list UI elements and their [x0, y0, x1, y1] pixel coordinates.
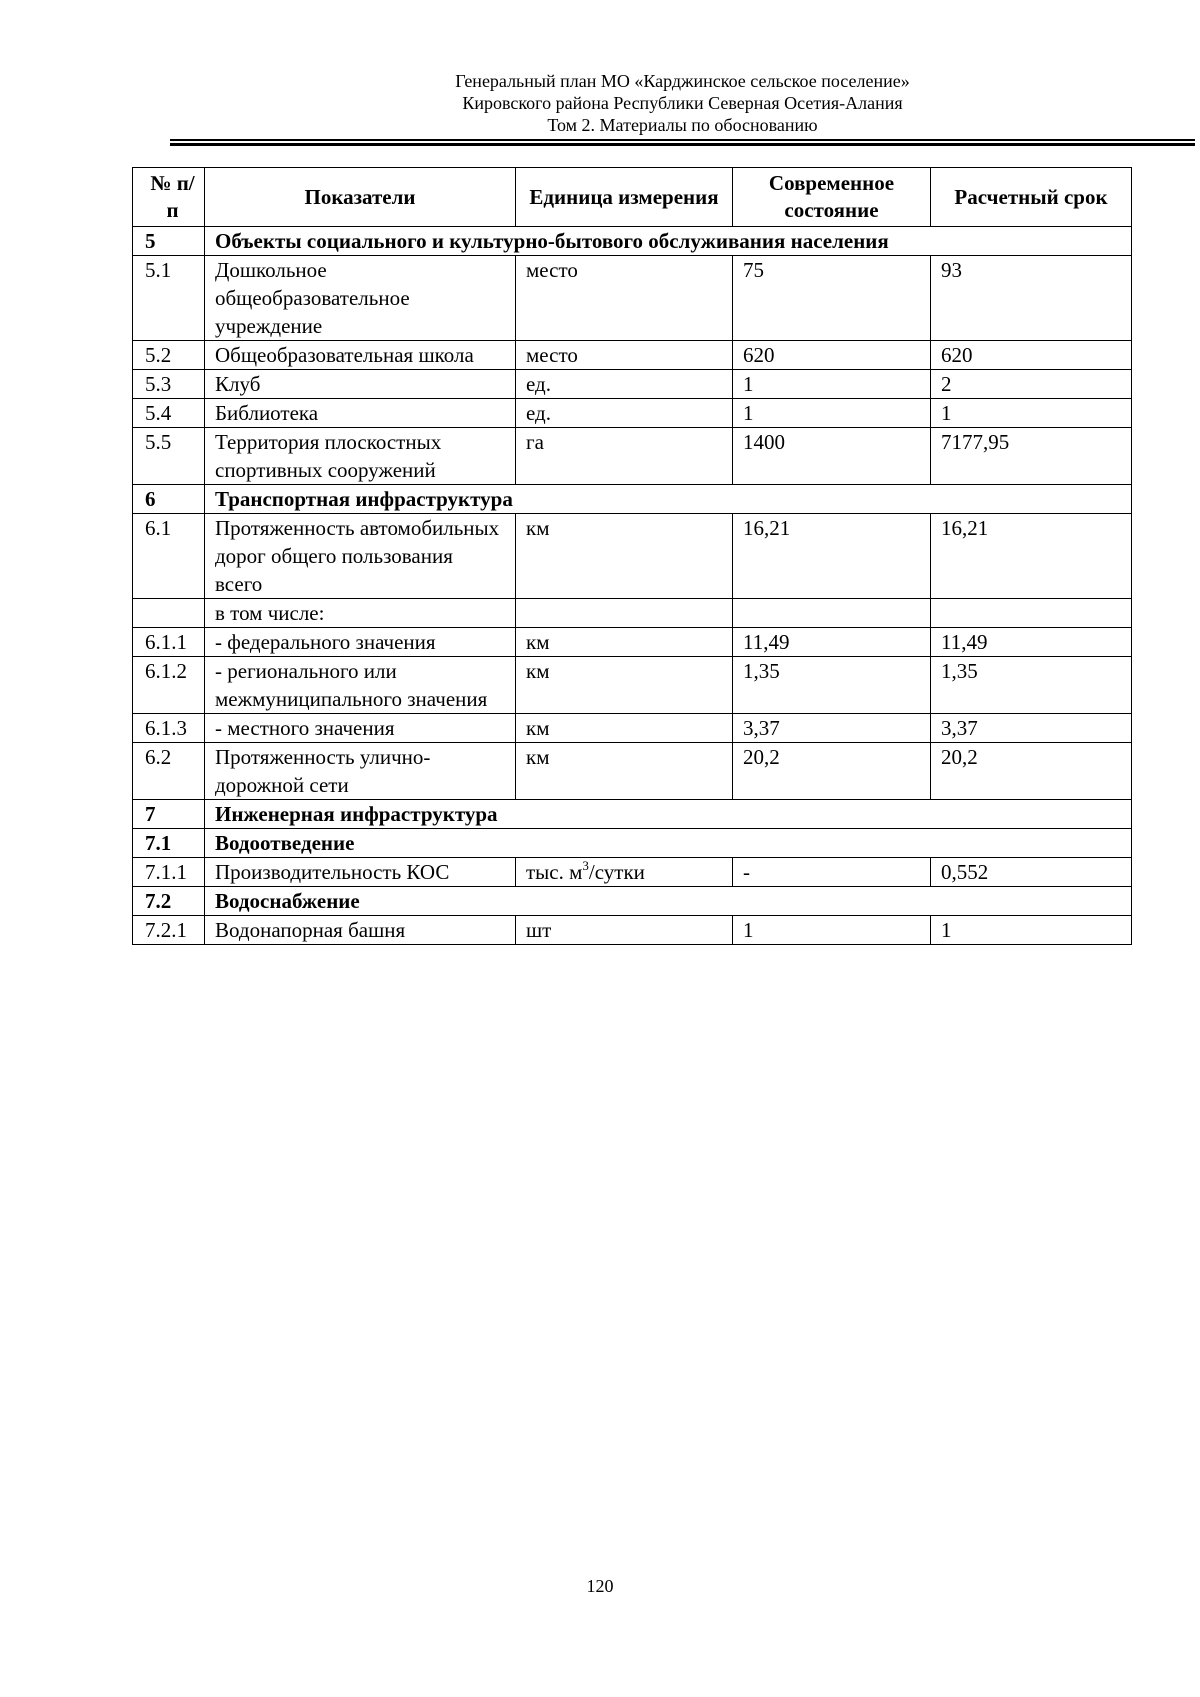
- table-row: [133, 256, 1132, 341]
- unit-main: тыс. м: [526, 860, 583, 884]
- section-row: [133, 485, 1132, 514]
- table-row: [133, 628, 1132, 657]
- row-unit: км: [516, 514, 733, 599]
- section-title: Объекты социального и культурно-бытового обслуживания населения: [205, 227, 1132, 256]
- table-row: [133, 428, 1132, 485]
- row-target: 1: [931, 916, 1132, 945]
- row-number: 7.2.1: [133, 916, 205, 945]
- row-unit: ед.: [516, 370, 733, 399]
- row-current: 1: [733, 370, 931, 399]
- row-target: 7177,95: [931, 428, 1132, 485]
- row-unit: км: [516, 743, 733, 800]
- column-header-unit: Единица измерения: [516, 168, 733, 227]
- section-row: [133, 800, 1132, 829]
- row-indicator: Производительность КОС: [205, 858, 516, 887]
- row-target: 1: [931, 399, 1132, 428]
- section-title: Инженерная инфраструктура: [205, 800, 1132, 829]
- header-rule-thick: [170, 143, 1195, 146]
- row-number: 6.1: [133, 514, 205, 599]
- row-indicator: Территория плоскостных спортивных сооружений: [205, 428, 516, 485]
- header-line-3: Том 2. Материалы по обоснованию: [547, 115, 818, 135]
- row-target: 93: [931, 256, 1132, 341]
- row-unit: км: [516, 714, 733, 743]
- row-indicator: - регионального или межмуниципального значения: [205, 657, 516, 714]
- table-row: [133, 399, 1132, 428]
- row-number: 6.1.2: [133, 657, 205, 714]
- row-unit: [516, 599, 733, 628]
- row-target: 2: [931, 370, 1132, 399]
- section-number: 7.1: [133, 829, 205, 858]
- section-number: 7: [133, 800, 205, 829]
- section-row: [133, 227, 1132, 256]
- section-title: Водоснабжение: [205, 887, 1132, 916]
- row-indicator: Дошкольное общеобразовательное учреждение: [205, 256, 516, 341]
- row-target: 3,37: [931, 714, 1132, 743]
- row-unit: место: [516, 341, 733, 370]
- row-number: 5.3: [133, 370, 205, 399]
- row-indicator: Протяженность автомобильных дорог общего пользования всего: [205, 514, 516, 599]
- row-target: 16,21: [931, 514, 1132, 599]
- row-indicator: Общеобразовательная школа: [205, 341, 516, 370]
- row-unit: км: [516, 657, 733, 714]
- column-header-number: № п/п: [133, 168, 205, 227]
- row-number: 5.1: [133, 256, 205, 341]
- row-number: 6.1.3: [133, 714, 205, 743]
- table-row: [133, 370, 1132, 399]
- table-row: [133, 341, 1132, 370]
- row-target: 620: [931, 341, 1132, 370]
- row-current: 620: [733, 341, 931, 370]
- row-current: 1400: [733, 428, 931, 485]
- column-header-indicator: Показатели: [205, 168, 516, 227]
- row-target: 0,552: [931, 858, 1132, 887]
- row-current: 75: [733, 256, 931, 341]
- section-number: 5: [133, 227, 205, 256]
- unit-tail: /сутки: [588, 860, 645, 884]
- row-unit: шт: [516, 916, 733, 945]
- column-header-target: Расчетный срок: [931, 168, 1132, 227]
- row-indicator: Протяженность улично-дорожной сети: [205, 743, 516, 800]
- row-indicator: в том числе:: [205, 599, 516, 628]
- row-current: [733, 599, 931, 628]
- row-indicator: Водонапорная башня: [205, 916, 516, 945]
- row-current: 3,37: [733, 714, 931, 743]
- table-row: [133, 714, 1132, 743]
- row-indicator: Клуб: [205, 370, 516, 399]
- row-current: -: [733, 858, 931, 887]
- page-number: 120: [586, 1576, 614, 1596]
- table-row: [133, 916, 1132, 945]
- header-rule-thin: [170, 139, 1195, 141]
- row-number: 5.4: [133, 399, 205, 428]
- table-row: [133, 743, 1132, 800]
- table-row: [133, 514, 1132, 599]
- row-unit: км: [516, 628, 733, 657]
- row-number: 6.1.1: [133, 628, 205, 657]
- row-current: 1,35: [733, 657, 931, 714]
- row-indicator: - местного значения: [205, 714, 516, 743]
- page-header: [170, 70, 1195, 136]
- table-header-row: [133, 168, 1132, 227]
- section-number: 7.2: [133, 887, 205, 916]
- table-row: [133, 657, 1132, 714]
- row-current: 1: [733, 916, 931, 945]
- table-row: [133, 858, 1132, 887]
- header-line-2: Кировского района Республики Северная Осетия-Алания: [462, 93, 903, 113]
- row-number: [133, 599, 205, 628]
- section-row: [133, 829, 1132, 858]
- column-header-current: Современное состояние: [733, 168, 931, 227]
- row-target: 11,49: [931, 628, 1132, 657]
- table-row: [133, 599, 1132, 628]
- row-target: 1,35: [931, 657, 1132, 714]
- header-line-1: Генеральный план МО «Карджинское сельское поселение»: [455, 71, 910, 91]
- row-current: 16,21: [733, 514, 931, 599]
- row-unit: [516, 858, 733, 887]
- row-indicator: Библиотека: [205, 399, 516, 428]
- section-title: Транспортная инфраструктура: [205, 485, 1132, 514]
- row-number: 5.2: [133, 341, 205, 370]
- row-current: 20,2: [733, 743, 931, 800]
- row-target: 20,2: [931, 743, 1132, 800]
- row-number: 7.1.1: [133, 858, 205, 887]
- unit-superscript: 3: [582, 858, 589, 873]
- row-number: 5.5: [133, 428, 205, 485]
- row-current: 11,49: [733, 628, 931, 657]
- row-target: [931, 599, 1132, 628]
- row-current: 1: [733, 399, 931, 428]
- row-indicator: - федерального значения: [205, 628, 516, 657]
- row-number: 6.2: [133, 743, 205, 800]
- section-title: Водоотведение: [205, 829, 1132, 858]
- section-number: 6: [133, 485, 205, 514]
- indicators-table: [132, 167, 1132, 945]
- row-unit: ед.: [516, 399, 733, 428]
- section-row: [133, 887, 1132, 916]
- row-unit: место: [516, 256, 733, 341]
- row-unit: га: [516, 428, 733, 485]
